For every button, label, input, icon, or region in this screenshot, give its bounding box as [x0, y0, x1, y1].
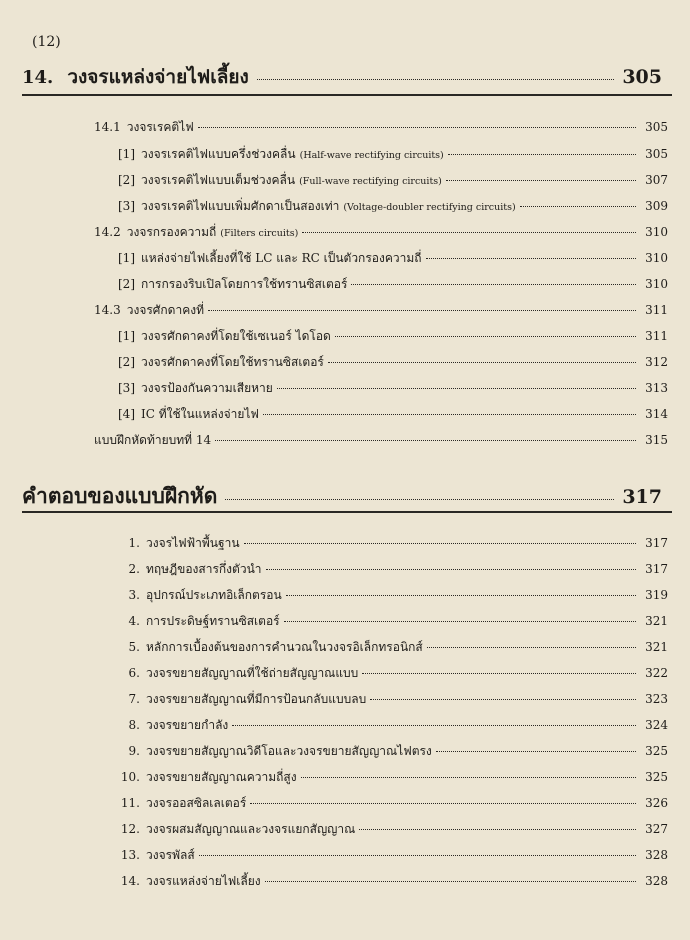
entry-title: วงจรออสซิลเลเตอร์	[146, 796, 247, 810]
entry-page: 314	[645, 407, 668, 421]
entry-title: อุปกรณ์ประเภทอิเล็กตรอน	[146, 588, 282, 602]
leader-dots	[362, 673, 636, 674]
entry-number: [2]	[118, 355, 135, 369]
leader-dots	[302, 232, 636, 233]
entry-number: [3]	[118, 199, 135, 213]
toc-entry	[118, 249, 668, 268]
entry-page: 312	[645, 355, 668, 369]
entry-english: (Voltage-doubler rectifying circuits)	[343, 202, 516, 213]
leader-dots	[426, 258, 636, 259]
answer-entry	[116, 664, 668, 683]
toc-entry	[118, 405, 668, 424]
entry-page: 305	[645, 147, 668, 161]
chapter-heading	[22, 62, 662, 92]
answer-entry	[116, 742, 668, 761]
entry-title: วงจรศักดาคงที่โดยใช้เซเนอร์ ไดโอด	[141, 329, 331, 343]
leader-dots	[244, 543, 636, 544]
entry-page: 317	[645, 536, 668, 550]
entry-page: 321	[645, 614, 668, 628]
leader-dots	[198, 127, 636, 128]
entry-title: การประดิษฐ์ทรานซิสเตอร์	[146, 614, 280, 628]
leader-dots	[277, 388, 636, 389]
toc-entry	[94, 431, 668, 450]
entry-number: 2.	[128, 562, 140, 576]
leader-dots	[446, 180, 636, 181]
answers-heading	[22, 480, 662, 513]
answer-entry	[116, 560, 668, 579]
entry-page: 328	[645, 874, 668, 888]
entry-page: 326	[645, 796, 668, 810]
toc-entry	[118, 353, 668, 372]
entry-page: 317	[645, 562, 668, 576]
answer-entry	[116, 612, 668, 631]
heading-rule	[22, 94, 672, 96]
entry-title: วงจรไฟฟ้าพื้นฐาน	[146, 536, 240, 550]
toc-entry	[118, 327, 668, 346]
leader-dots	[266, 569, 636, 570]
answers-page: 317	[622, 486, 662, 508]
chapter-number: 14.	[22, 67, 54, 88]
leader-dots	[215, 440, 636, 441]
answer-entry	[116, 794, 668, 813]
leader-dots	[436, 751, 636, 752]
entry-page: 310	[645, 277, 668, 291]
leader-dots	[225, 499, 614, 500]
entry-page: 310	[645, 251, 668, 265]
entry-number: 4.	[128, 614, 140, 628]
entry-number: 11.	[120, 796, 140, 810]
answer-entry	[116, 820, 668, 839]
leader-dots	[359, 829, 636, 830]
answer-entry	[116, 716, 668, 735]
entry-page: 311	[645, 329, 668, 343]
entry-number: [1]	[118, 329, 135, 343]
entry-page: 305	[645, 120, 668, 134]
toc-entry	[94, 118, 668, 137]
answer-entry	[116, 846, 668, 865]
entry-number: 10.	[120, 770, 140, 784]
entry-number: [2]	[118, 173, 135, 187]
toc-entry	[118, 171, 668, 190]
leader-dots	[351, 284, 636, 285]
leader-dots	[286, 595, 636, 596]
toc-entry	[118, 197, 668, 216]
toc-entry	[94, 223, 668, 242]
entry-number: 9.	[128, 744, 140, 758]
entry-english: (Half-wave rectifying circuits)	[299, 150, 444, 161]
entry-page: 319	[645, 588, 668, 602]
answer-entry	[116, 768, 668, 787]
entry-number: [1]	[118, 251, 135, 265]
entry-number: 14.2	[94, 225, 121, 239]
entry-title: วงจรขยายสัญญาณที่ใช้ถ่ายสัญญาณแบบ	[146, 666, 359, 680]
leader-dots	[257, 79, 615, 80]
entry-title: วงจรขยายสัญญาณความถี่สูง	[146, 770, 297, 784]
leader-dots	[328, 362, 636, 363]
answer-entry	[116, 638, 668, 657]
entry-title: วงจรศักดาคงที่โดยใช้ทรานซิสเตอร์	[141, 355, 324, 369]
leader-dots	[370, 699, 636, 700]
leader-dots	[263, 414, 636, 415]
entry-page: 328	[645, 848, 668, 862]
entry-number: 6.	[128, 666, 140, 680]
toc-entry	[118, 275, 668, 294]
entry-number: 5.	[128, 640, 140, 654]
entry-page: 324	[645, 718, 668, 732]
entry-english: (Full-wave rectifying circuits)	[299, 176, 442, 187]
toc-entry	[94, 301, 668, 320]
entry-page: 325	[645, 770, 668, 784]
entry-page: 313	[645, 381, 668, 395]
leader-dots	[301, 777, 636, 778]
entry-number: 1.	[128, 536, 140, 550]
leader-dots	[199, 855, 636, 856]
entry-page: 309	[645, 199, 668, 213]
answers-title: คำตอบของแบบฝึกหัด	[22, 483, 218, 508]
entry-title: วงจรเรคติไฟแบบครึ่งช่วงคลื่น	[141, 147, 296, 161]
entry-page: 311	[645, 303, 668, 317]
chapter-page: 305	[622, 66, 662, 88]
entry-number: 14.	[120, 874, 140, 888]
entry-number: 3.	[128, 588, 140, 602]
entry-number: [3]	[118, 381, 135, 395]
leader-dots	[208, 310, 636, 311]
toc-entry	[118, 379, 668, 398]
entry-title: ทฤษฎีของสารกึ่งตัวนำ	[146, 562, 262, 576]
entry-page: 307	[645, 173, 668, 187]
entry-page: 323	[645, 692, 668, 706]
entry-title: วงจรป้องกันความเสียหาย	[141, 381, 273, 395]
entry-number: [2]	[118, 277, 135, 291]
toc-entry	[118, 145, 668, 164]
entry-title: วงจรขยายกำลัง	[146, 718, 229, 732]
page-label: (12)	[32, 34, 61, 50]
entry-number: 14.3	[94, 303, 121, 317]
heading-rule	[22, 511, 672, 513]
answer-entry	[116, 872, 668, 891]
entry-title: วงจรผสมสัญญาณและวงจรแยกสัญญาณ	[146, 822, 356, 836]
answer-entry	[116, 690, 668, 709]
entry-title: วงจรแหล่งจ่ายไฟเลี้ยง	[146, 874, 261, 888]
entry-number: 12.	[120, 822, 140, 836]
entry-title: วงจรกรองความถี่	[126, 225, 217, 239]
leader-dots	[265, 881, 636, 882]
leader-dots	[232, 725, 636, 726]
entry-title: วงจรศักดาคงที่	[126, 303, 205, 317]
entry-page: 315	[645, 433, 668, 447]
entry-title: วงจรขยายสัญญาณที่มีการป้อนกลับแบบลบ	[146, 692, 367, 706]
entry-title: การกรองริบเปิลโดยการใช้ทรานซิสเตอร์	[141, 277, 348, 291]
entry-title: วงจรเรคติไฟ	[126, 120, 194, 134]
entry-page: 327	[645, 822, 668, 836]
entry-page: 325	[645, 744, 668, 758]
entry-page: 321	[645, 640, 668, 654]
entry-page: 310	[645, 225, 668, 239]
entry-number: 8.	[128, 718, 140, 732]
leader-dots	[335, 336, 636, 337]
entry-title: วงจรขยายสัญญาณวิดีโอและวงจรขยายสัญญาณไฟตรง	[146, 744, 432, 758]
leader-dots	[284, 621, 636, 622]
entry-title: แหล่งจ่ายไฟเลี้ยงที่ใช้ LC และ RC เป็นตัวกรองความถี่	[141, 251, 422, 265]
entry-title: วงจรเรคติไฟแบบเต็มช่วงคลื่น	[141, 173, 296, 187]
entry-number: 14.1	[94, 120, 121, 134]
leader-dots	[427, 647, 636, 648]
entry-title: แบบฝึกหัดท้ายบทที่ 14	[94, 433, 212, 447]
entry-number: 13.	[120, 848, 140, 862]
entry-title: หลักการเบื้องต้นของการคำนวณในวงจรอิเล็กทรอนิกส์	[146, 640, 423, 654]
entry-title: วงจรพัลส์	[146, 848, 195, 862]
entry-page: 322	[645, 666, 668, 680]
leader-dots	[250, 803, 636, 804]
entry-title: วงจรเรคติไฟแบบเพิ่มศักดาเป็นสองเท่า	[141, 199, 340, 213]
entry-number: [1]	[118, 147, 135, 161]
entry-number: [4]	[118, 407, 135, 421]
leader-dots	[520, 206, 636, 207]
leader-dots	[448, 154, 636, 155]
answer-entry	[116, 586, 668, 605]
entry-english: (Filters circuits)	[220, 228, 299, 239]
entry-title: IC ที่ใช้ในแหล่งจ่ายไฟ	[141, 407, 259, 421]
chapter-title: วงจรแหล่งจ่ายไฟเลี้ยง	[67, 66, 249, 88]
entry-number: 7.	[128, 692, 140, 706]
answer-entry	[116, 534, 668, 553]
